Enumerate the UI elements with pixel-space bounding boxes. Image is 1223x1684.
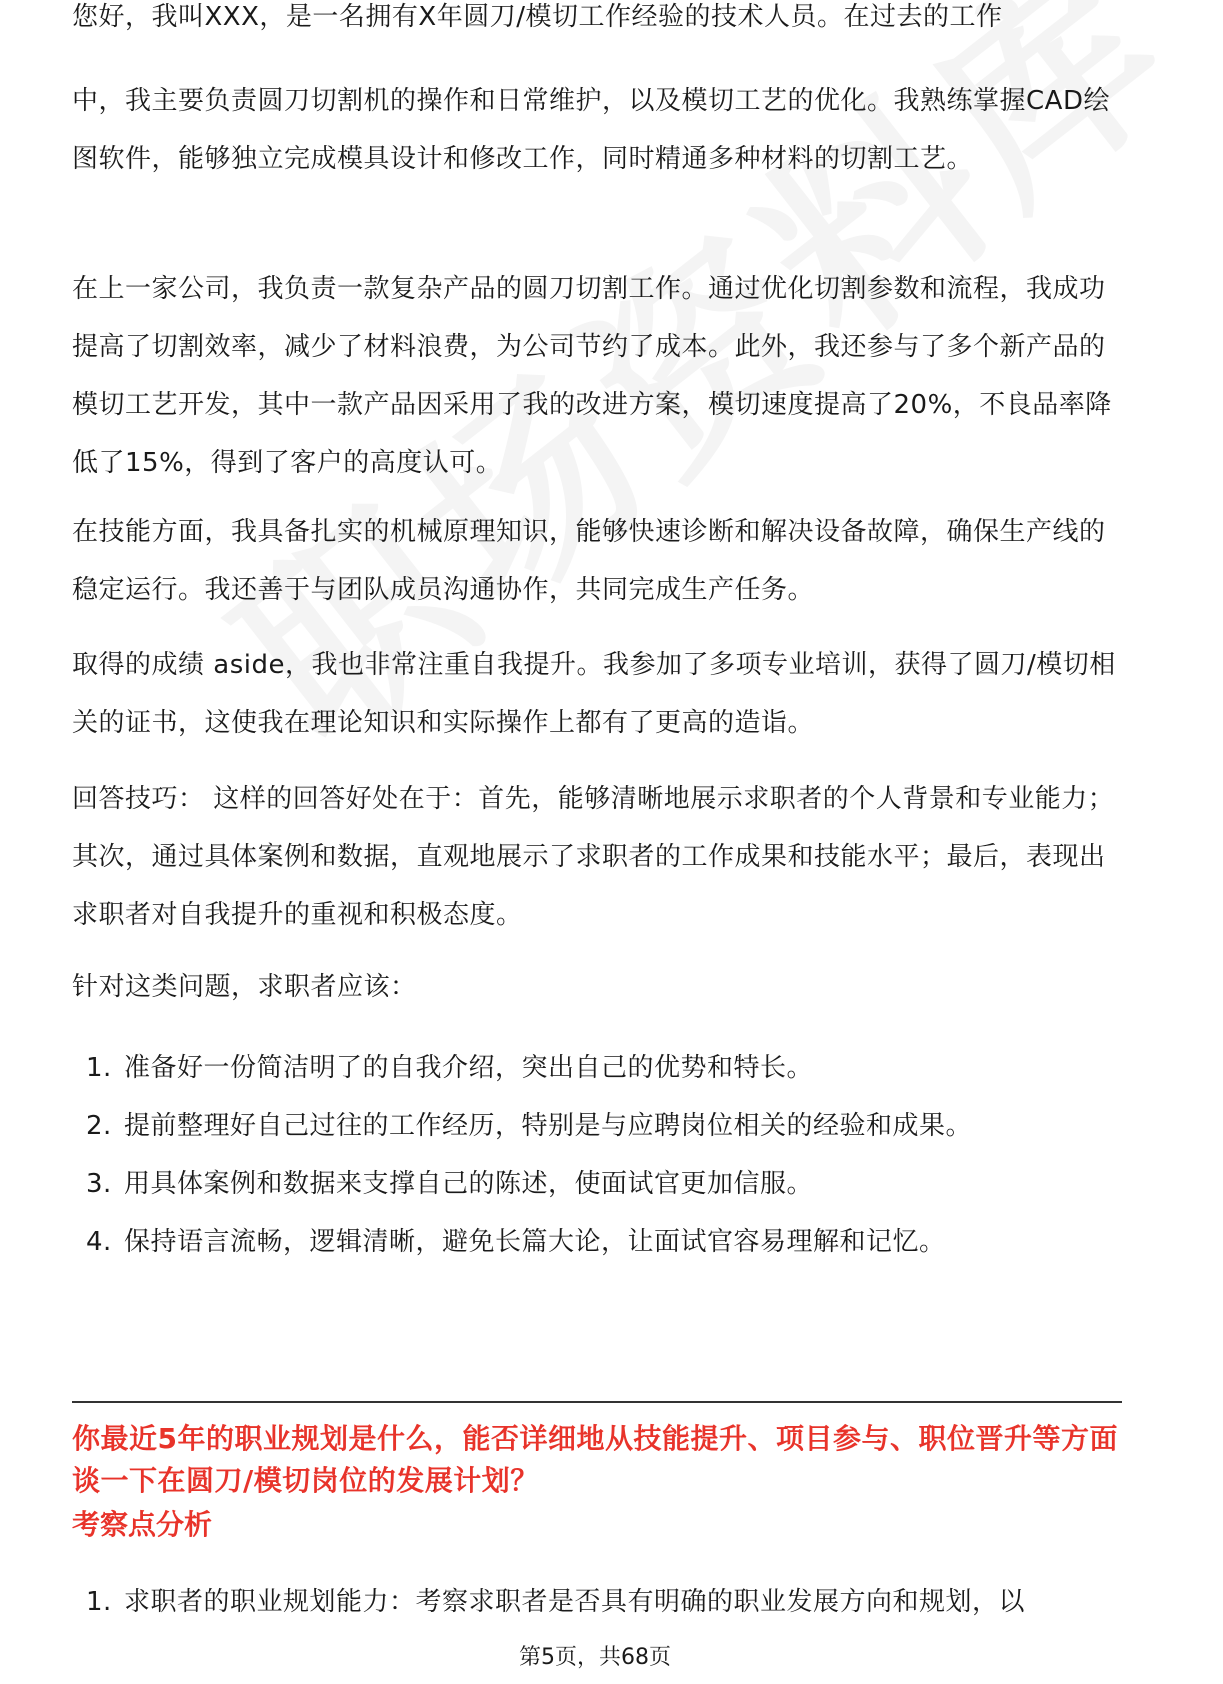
page-number: 第5页，共68页 [519, 1645, 671, 1670]
paragraph-6: 针对这类问题，求职者应该： [72, 972, 417, 1002]
cut-off-line: 您好，我叫XXX，是一名拥有X年圆刀/模切工作经验的技术人员。在过去的工作 [72, 2, 1003, 32]
analysis-list [72, 1573, 1122, 1631]
answer-tips-paragraph: 回答技巧： 这样的回答好处在于：首先，能够清晰地展示求职者的个人背景和专业能力；其次，通过具体案例和数据，直观地展示了求职者的工作成果和技能水平；最后，表现出求职者对自我提升的重视和积极态度。 [72, 784, 1115, 930]
list-item: 1. 求职者的职业规划能力：考察求职者是否具有明确的职业发展方向和规划，以 [86, 1587, 1026, 1617]
interview-question: 你最近5年的职业规划是什么，能否详细地从技能提升、项目参与、职位晋升等方面谈一下在圆刀/模切岗位的发展计划？ [72, 1422, 1118, 1497]
section-divider [72, 1401, 1122, 1403]
paragraph-3: 在技能方面，我具备扎实的机械原理知识，能够快速诊断和解决设备故障，确保生产线的稳定运行。我还善于与团队成员沟通协作，共同完成生产任务。 [72, 517, 1106, 605]
tips-list [72, 1039, 1122, 1271]
list-item: 2. 提前整理好自己过往的工作经历，特别是与应聘岗位相关的经验和成果。 [86, 1111, 973, 1141]
paragraph-1: 中，我主要负责圆刀切割机的操作和日常维护，以及模切工艺的优化。我熟练掌握CAD绘图软件，能够独立完成模具设计和修改工作，同时精通多种材料的切割工艺。 [72, 86, 1110, 174]
list-item: 1. 准备好一份简洁明了的自我介绍，突出自己的优势和特长。 [86, 1053, 814, 1083]
list-item: 3. 用具体案例和数据来支撑自己的陈述，使面试官更加信服。 [86, 1169, 814, 1199]
analysis-heading: 考察点分析 [72, 1508, 213, 1541]
paragraph-4: 取得的成绩 aside，我也非常注重自我提升。我参加了多项专业培训，获得了圆刀/模切相关的证书，这使我在理论知识和实际操作上都有了更高的造诣。 [72, 650, 1116, 738]
list-item: 4. 保持语言流畅，逻辑清晰，避免长篇大论，让面试官容易理解和记忆。 [86, 1227, 946, 1257]
paragraph-2: 在上一家公司，我负责一款复杂产品的圆刀切割工作。通过优化切割参数和流程，我成功提高了切割效率，减少了材料浪费，为公司节约了成本。此外，我还参与了多个新产品的模切工艺开发，其中一款产品因采用了我的改进方案，模切速度提高了20%，不良品率降低了15%，得到了客户的高度认可。 [72, 274, 1112, 478]
